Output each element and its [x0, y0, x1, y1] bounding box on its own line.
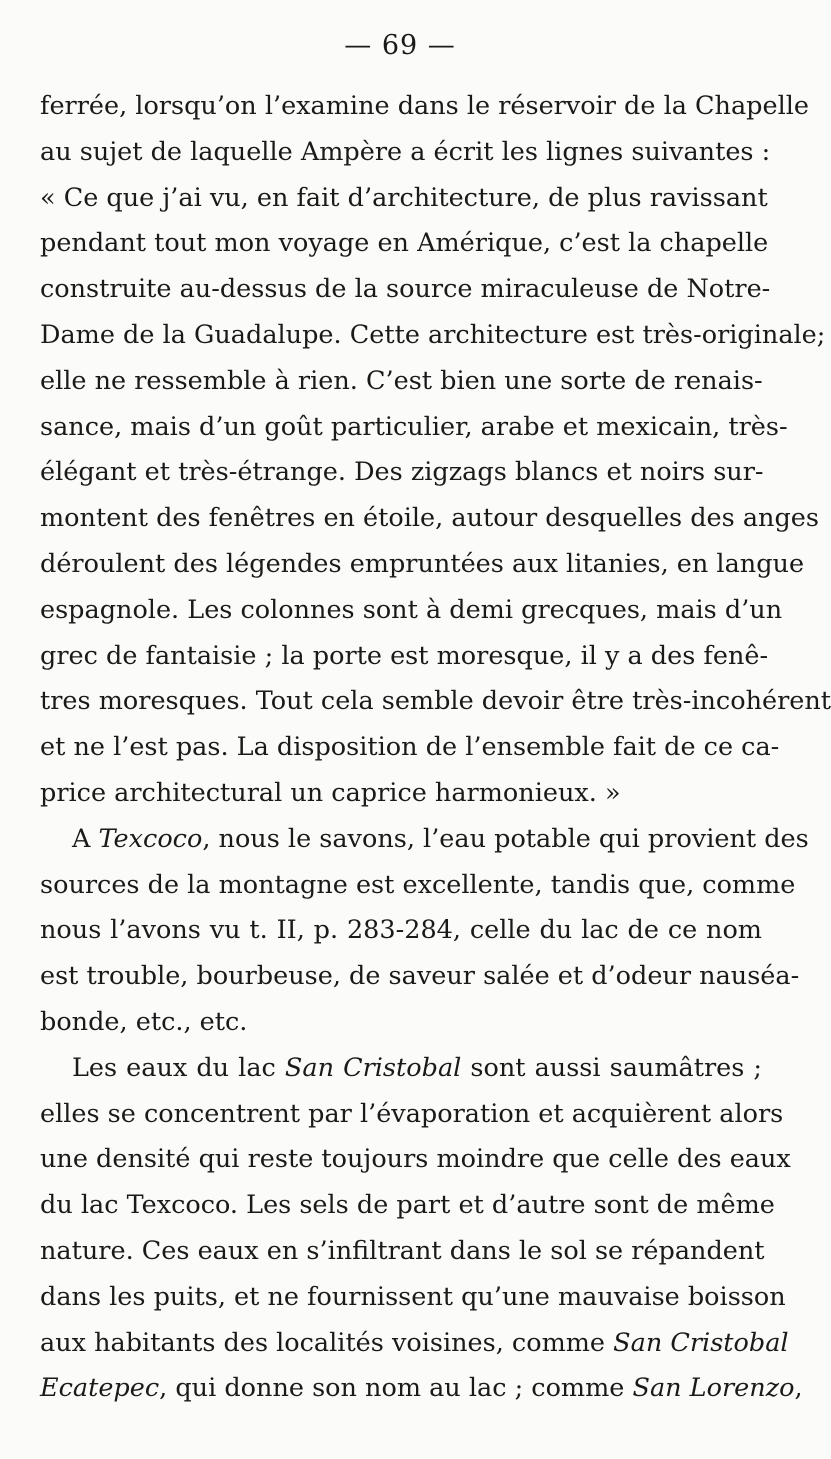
page-number: — 69 —	[344, 30, 456, 61]
text-span: Dame de la Guadalupe. Cette architecture est très-originale;	[40, 319, 826, 350]
text-line	[40, 1000, 762, 1046]
text-line	[40, 359, 762, 405]
text-span: , nous le savons, l’eau potable qui provient des	[202, 823, 809, 854]
text-line	[40, 1229, 765, 1275]
text-span: nous l’avons vu t. II, p. 283-284, celle du lac de ce nom	[40, 915, 762, 946]
text-line	[40, 405, 788, 451]
text-line	[40, 450, 762, 496]
text-span: , qui donne son nom au lac ; comme	[159, 1373, 633, 1404]
text-span: sance, mais d’un goût particulier, arabe et mexicain, très-	[40, 411, 788, 442]
text-line	[40, 1321, 789, 1367]
text-line	[40, 496, 819, 542]
text-span: du lac Texcoco. Les sels de part et d’autre sont de même	[40, 1190, 775, 1221]
italic-text: Ecatepec	[40, 1373, 160, 1404]
text-span: ,	[794, 1373, 803, 1404]
italic-text: San Lorenzo	[632, 1373, 795, 1404]
text-span: sont aussi saumâtres ;	[461, 1052, 762, 1083]
text-line	[40, 1183, 775, 1229]
text-span: espagnole. Les colonnes sont à demi grecques, mais d’un	[40, 594, 783, 625]
text-line	[40, 1046, 762, 1092]
italic-text: San Cristobal	[613, 1327, 789, 1358]
text-span: grec de fantaisie ; la porte est moresque, il y a des fenê-	[40, 640, 769, 671]
text-span: élégant et très-étrange. Des zigzags blancs et noirs sur-	[40, 457, 764, 488]
text-line	[40, 954, 800, 1000]
text-span: est trouble, bourbeuse, de saveur salée et d’odeur nauséa-	[40, 961, 800, 992]
text-span: pendant tout mon voyage en Amérique, c’est la chapelle	[40, 228, 769, 259]
text-line	[40, 542, 805, 588]
text-line	[40, 176, 768, 222]
text-span: Les eaux du lac	[72, 1052, 285, 1083]
text-span: déroulent des légendes empruntées aux litanies, en langue	[40, 548, 805, 579]
text-span: montent des fenêtres en étoile, autour desquelles des anges	[40, 503, 819, 534]
text-line	[40, 679, 831, 725]
text-span: et ne l’est pas. La disposition de l’ensemble fait de ce ca-	[40, 732, 780, 763]
text-line	[40, 634, 769, 680]
text-span: une densité qui reste toujours moindre que celle des eaux	[40, 1144, 791, 1175]
italic-text: San Cristobal	[284, 1052, 462, 1083]
text-span: elles se concentrent par l’évaporation et acquièrent alors	[40, 1098, 784, 1129]
text-line	[40, 588, 783, 634]
text-span: nature. Ces eaux en s’infiltrant dans le sol se répandent	[40, 1235, 765, 1266]
text-span: price architectural un caprice harmonieux. »	[40, 777, 621, 808]
text-line	[40, 1366, 803, 1412]
text-span: construite au-dessus de la source miraculeuse de Notre-	[40, 274, 771, 305]
text-line	[40, 725, 780, 771]
text-span: tres moresques. Tout cela semble devoir être très-incohérent	[40, 686, 831, 717]
text-line	[40, 1092, 784, 1138]
text-line	[40, 267, 771, 313]
text-span: elle ne ressemble à rien. C’est bien une sorte de renais-	[40, 365, 763, 396]
body-text	[40, 84, 831, 1412]
text-line	[40, 221, 769, 267]
text-span: ferrée, lorsqu’on l’examine dans le réservoir de la Chapelle	[40, 91, 809, 121]
text-line	[40, 908, 762, 954]
text-line	[40, 84, 809, 130]
text-span: dans les puits, et ne fournissent qu’une mauvaise boisson	[40, 1281, 786, 1312]
text-span: A	[72, 823, 99, 854]
text-line	[40, 863, 796, 909]
text-line	[40, 1137, 791, 1183]
text-line	[40, 1275, 786, 1321]
text-span: bonde, etc., etc.	[40, 1006, 248, 1037]
text-line	[40, 817, 809, 863]
text-line	[40, 313, 826, 359]
text-span: au sujet de laquelle Ampère a écrit les lignes suivantes :	[40, 136, 771, 167]
italic-text: Texcoco	[98, 823, 203, 854]
text-span: « Ce que j’ai vu, en fait d’architecture, de plus ravissant	[40, 182, 768, 213]
text-line	[40, 771, 762, 817]
text-line	[40, 130, 771, 176]
text-span: aux habitants des localités voisines, comme	[40, 1327, 614, 1358]
text-span: sources de la montagne est excellente, tandis que, comme	[40, 869, 796, 900]
